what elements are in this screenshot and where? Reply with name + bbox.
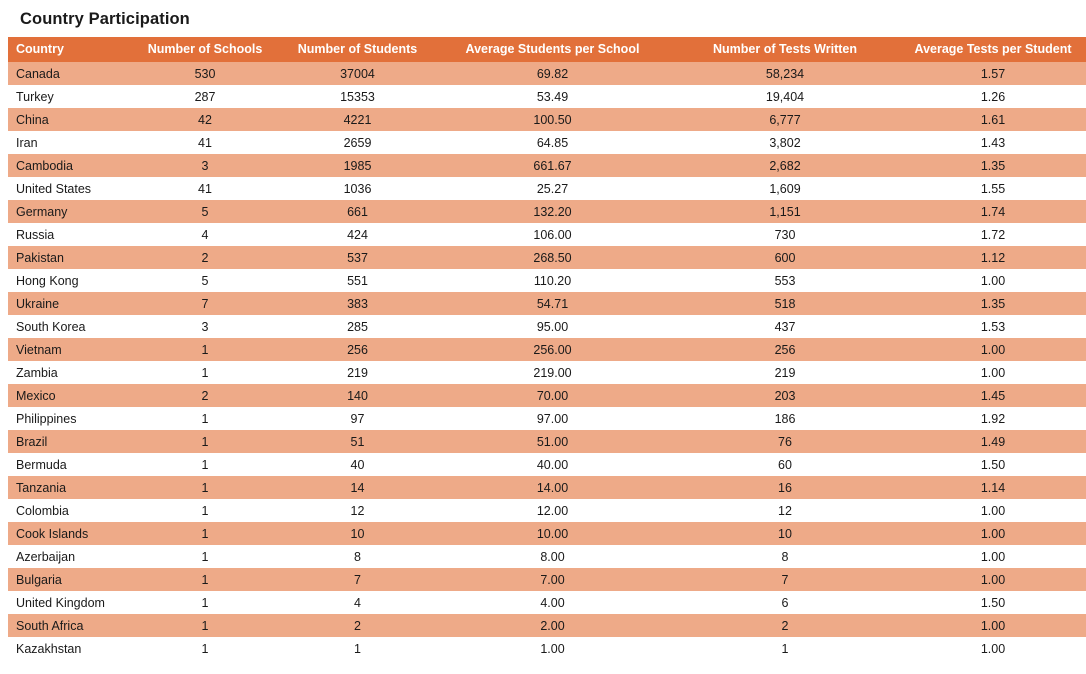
cell-value: 1 xyxy=(130,568,280,591)
cell-value: 1.14 xyxy=(900,476,1086,499)
cell-value: 10 xyxy=(670,522,900,545)
cell-value: 3 xyxy=(130,154,280,177)
column-header-average-tests-per-student[interactable]: Average Tests per Student xyxy=(900,37,1086,62)
table-row xyxy=(8,223,1086,246)
cell-value: 64.85 xyxy=(435,131,670,154)
cell-value: 518 xyxy=(670,292,900,315)
cell-value: 268.50 xyxy=(435,246,670,269)
cell-value: 661 xyxy=(280,200,435,223)
cell-value: 140 xyxy=(280,384,435,407)
table-row xyxy=(8,200,1086,223)
cell-value: 2659 xyxy=(280,131,435,154)
cell-value: 2 xyxy=(130,384,280,407)
cell-value: 287 xyxy=(130,85,280,108)
table-row xyxy=(8,384,1086,407)
cell-country: Germany xyxy=(8,200,130,223)
table-row xyxy=(8,637,1086,660)
cell-value: 1 xyxy=(130,545,280,568)
cell-value: 2.00 xyxy=(435,614,670,637)
cell-value: 1.45 xyxy=(900,384,1086,407)
cell-value: 530 xyxy=(130,62,280,85)
cell-value: 8 xyxy=(670,545,900,568)
cell-value: 1 xyxy=(130,407,280,430)
cell-value: 1.49 xyxy=(900,430,1086,453)
cell-value: 8 xyxy=(280,545,435,568)
table-body xyxy=(8,62,1086,660)
cell-value: 1.00 xyxy=(435,637,670,660)
cell-value: 383 xyxy=(280,292,435,315)
cell-value: 203 xyxy=(670,384,900,407)
cell-value: 219 xyxy=(280,361,435,384)
country-participation-table xyxy=(8,37,1086,660)
cell-value: 110.20 xyxy=(435,269,670,292)
cell-value: 37004 xyxy=(280,62,435,85)
cell-value: 7.00 xyxy=(435,568,670,591)
cell-value: 1 xyxy=(130,522,280,545)
cell-value: 1.50 xyxy=(900,591,1086,614)
table-row xyxy=(8,522,1086,545)
cell-country: United Kingdom xyxy=(8,591,130,614)
cell-value: 53.49 xyxy=(435,85,670,108)
cell-country: Azerbaijan xyxy=(8,545,130,568)
cell-value: 551 xyxy=(280,269,435,292)
cell-value: 97.00 xyxy=(435,407,670,430)
cell-value: 1 xyxy=(670,637,900,660)
cell-value: 1.50 xyxy=(900,453,1086,476)
cell-value: 1,609 xyxy=(670,177,900,200)
table-row xyxy=(8,591,1086,614)
cell-value: 1.61 xyxy=(900,108,1086,131)
table-row xyxy=(8,453,1086,476)
table-row xyxy=(8,292,1086,315)
cell-value: 1 xyxy=(130,338,280,361)
table-row xyxy=(8,269,1086,292)
cell-value: 3 xyxy=(130,315,280,338)
cell-country: Turkey xyxy=(8,85,130,108)
cell-value: 10 xyxy=(280,522,435,545)
cell-value: 41 xyxy=(130,177,280,200)
cell-value: 186 xyxy=(670,407,900,430)
cell-value: 1 xyxy=(130,591,280,614)
cell-value: 553 xyxy=(670,269,900,292)
column-header-country[interactable]: Country xyxy=(8,37,130,62)
cell-country: China xyxy=(8,108,130,131)
cell-value: 95.00 xyxy=(435,315,670,338)
table-row xyxy=(8,476,1086,499)
cell-value: 2,682 xyxy=(670,154,900,177)
page-title: Country Participation xyxy=(20,10,190,28)
cell-value: 4 xyxy=(280,591,435,614)
cell-value: 1.35 xyxy=(900,292,1086,315)
cell-value: 97 xyxy=(280,407,435,430)
cell-country: Vietnam xyxy=(8,338,130,361)
table-row xyxy=(8,545,1086,568)
cell-value: 6 xyxy=(670,591,900,614)
cell-value: 1.00 xyxy=(900,361,1086,384)
cell-country: Kazakhstan xyxy=(8,637,130,660)
cell-value: 1.55 xyxy=(900,177,1086,200)
cell-value: 12 xyxy=(670,499,900,522)
cell-value: 58,234 xyxy=(670,62,900,85)
cell-value: 2 xyxy=(670,614,900,637)
table-header xyxy=(8,37,1086,62)
cell-value: 1,151 xyxy=(670,200,900,223)
cell-value: 60 xyxy=(670,453,900,476)
cell-value: 25.27 xyxy=(435,177,670,200)
table-row xyxy=(8,361,1086,384)
cell-value: 1.00 xyxy=(900,545,1086,568)
cell-value: 15353 xyxy=(280,85,435,108)
cell-value: 132.20 xyxy=(435,200,670,223)
cell-value: 1.00 xyxy=(900,637,1086,660)
table-row xyxy=(8,108,1086,131)
cell-country: Hong Kong xyxy=(8,269,130,292)
cell-value: 1 xyxy=(130,453,280,476)
cell-value: 12.00 xyxy=(435,499,670,522)
cell-country: Russia xyxy=(8,223,130,246)
table-header-row xyxy=(8,37,1086,62)
cell-country: Canada xyxy=(8,62,130,85)
cell-value: 537 xyxy=(280,246,435,269)
cell-value: 4 xyxy=(130,223,280,246)
cell-value: 1.57 xyxy=(900,62,1086,85)
cell-value: 5 xyxy=(130,269,280,292)
table-row xyxy=(8,85,1086,108)
cell-value: 1 xyxy=(130,361,280,384)
cell-value: 1036 xyxy=(280,177,435,200)
cell-value: 219.00 xyxy=(435,361,670,384)
table-row xyxy=(8,430,1086,453)
cell-value: 1.92 xyxy=(900,407,1086,430)
cell-value: 1.00 xyxy=(900,338,1086,361)
cell-value: 256.00 xyxy=(435,338,670,361)
table-row xyxy=(8,131,1086,154)
cell-value: 51 xyxy=(280,430,435,453)
cell-value: 12 xyxy=(280,499,435,522)
cell-value: 1 xyxy=(130,476,280,499)
cell-value: 730 xyxy=(670,223,900,246)
cell-country: Bermuda xyxy=(8,453,130,476)
cell-value: 14 xyxy=(280,476,435,499)
cell-value: 100.50 xyxy=(435,108,670,131)
cell-value: 256 xyxy=(670,338,900,361)
cell-value: 19,404 xyxy=(670,85,900,108)
cell-value: 424 xyxy=(280,223,435,246)
cell-value: 1 xyxy=(130,430,280,453)
cell-value: 1985 xyxy=(280,154,435,177)
table-row xyxy=(8,568,1086,591)
cell-value: 7 xyxy=(280,568,435,591)
cell-value: 7 xyxy=(130,292,280,315)
cell-value: 256 xyxy=(280,338,435,361)
cell-value: 1 xyxy=(130,637,280,660)
cell-country: South Africa xyxy=(8,614,130,637)
column-header-number-of-tests-written[interactable]: Number of Tests Written xyxy=(670,37,900,62)
cell-value: 1 xyxy=(130,614,280,637)
cell-value: 1.00 xyxy=(900,522,1086,545)
cell-value: 1.00 xyxy=(900,614,1086,637)
cell-value: 51.00 xyxy=(435,430,670,453)
cell-value: 16 xyxy=(670,476,900,499)
cell-value: 285 xyxy=(280,315,435,338)
cell-value: 1.00 xyxy=(900,269,1086,292)
cell-value: 7 xyxy=(670,568,900,591)
cell-country: Philippines xyxy=(8,407,130,430)
cell-value: 14.00 xyxy=(435,476,670,499)
cell-value: 5 xyxy=(130,200,280,223)
cell-country: Mexico xyxy=(8,384,130,407)
table-row xyxy=(8,338,1086,361)
cell-country: Brazil xyxy=(8,430,130,453)
cell-value: 1.43 xyxy=(900,131,1086,154)
table-row xyxy=(8,315,1086,338)
cell-value: 219 xyxy=(670,361,900,384)
cell-value: 106.00 xyxy=(435,223,670,246)
table-row xyxy=(8,246,1086,269)
column-header-average-students-per-school[interactable]: Average Students per School xyxy=(435,37,670,62)
cell-country: Ukraine xyxy=(8,292,130,315)
cell-value: 42 xyxy=(130,108,280,131)
cell-value: 76 xyxy=(670,430,900,453)
cell-value: 1.00 xyxy=(900,499,1086,522)
table-row xyxy=(8,154,1086,177)
cell-value: 41 xyxy=(130,131,280,154)
table-row xyxy=(8,407,1086,430)
cell-value: 54.71 xyxy=(435,292,670,315)
cell-value: 1.53 xyxy=(900,315,1086,338)
cell-value: 1.26 xyxy=(900,85,1086,108)
cell-country: Zambia xyxy=(8,361,130,384)
table-row xyxy=(8,614,1086,637)
column-header-number-of-students[interactable]: Number of Students xyxy=(280,37,435,62)
cell-value: 1 xyxy=(280,637,435,660)
cell-value: 3,802 xyxy=(670,131,900,154)
cell-value: 1.12 xyxy=(900,246,1086,269)
cell-value: 2 xyxy=(280,614,435,637)
cell-value: 40.00 xyxy=(435,453,670,476)
cell-value: 69.82 xyxy=(435,62,670,85)
cell-value: 4221 xyxy=(280,108,435,131)
cell-value: 6,777 xyxy=(670,108,900,131)
cell-value: 437 xyxy=(670,315,900,338)
cell-value: 1.00 xyxy=(900,568,1086,591)
table-row xyxy=(8,177,1086,200)
cell-value: 8.00 xyxy=(435,545,670,568)
cell-value: 70.00 xyxy=(435,384,670,407)
cell-value: 40 xyxy=(280,453,435,476)
cell-country: United States xyxy=(8,177,130,200)
cell-country: Tanzania xyxy=(8,476,130,499)
cell-country: South Korea xyxy=(8,315,130,338)
cell-value: 1.72 xyxy=(900,223,1086,246)
cell-value: 2 xyxy=(130,246,280,269)
cell-value: 661.67 xyxy=(435,154,670,177)
cell-value: 1 xyxy=(130,499,280,522)
cell-value: 10.00 xyxy=(435,522,670,545)
cell-value: 1.35 xyxy=(900,154,1086,177)
cell-value: 4.00 xyxy=(435,591,670,614)
column-header-number-of-schools[interactable]: Number of Schools xyxy=(130,37,280,62)
cell-country: Cambodia xyxy=(8,154,130,177)
cell-value: 600 xyxy=(670,246,900,269)
table-row xyxy=(8,499,1086,522)
cell-country: Iran xyxy=(8,131,130,154)
cell-country: Pakistan xyxy=(8,246,130,269)
cell-value: 1.74 xyxy=(900,200,1086,223)
cell-country: Bulgaria xyxy=(8,568,130,591)
table-row xyxy=(8,62,1086,85)
cell-country: Cook Islands xyxy=(8,522,130,545)
cell-country: Colombia xyxy=(8,499,130,522)
